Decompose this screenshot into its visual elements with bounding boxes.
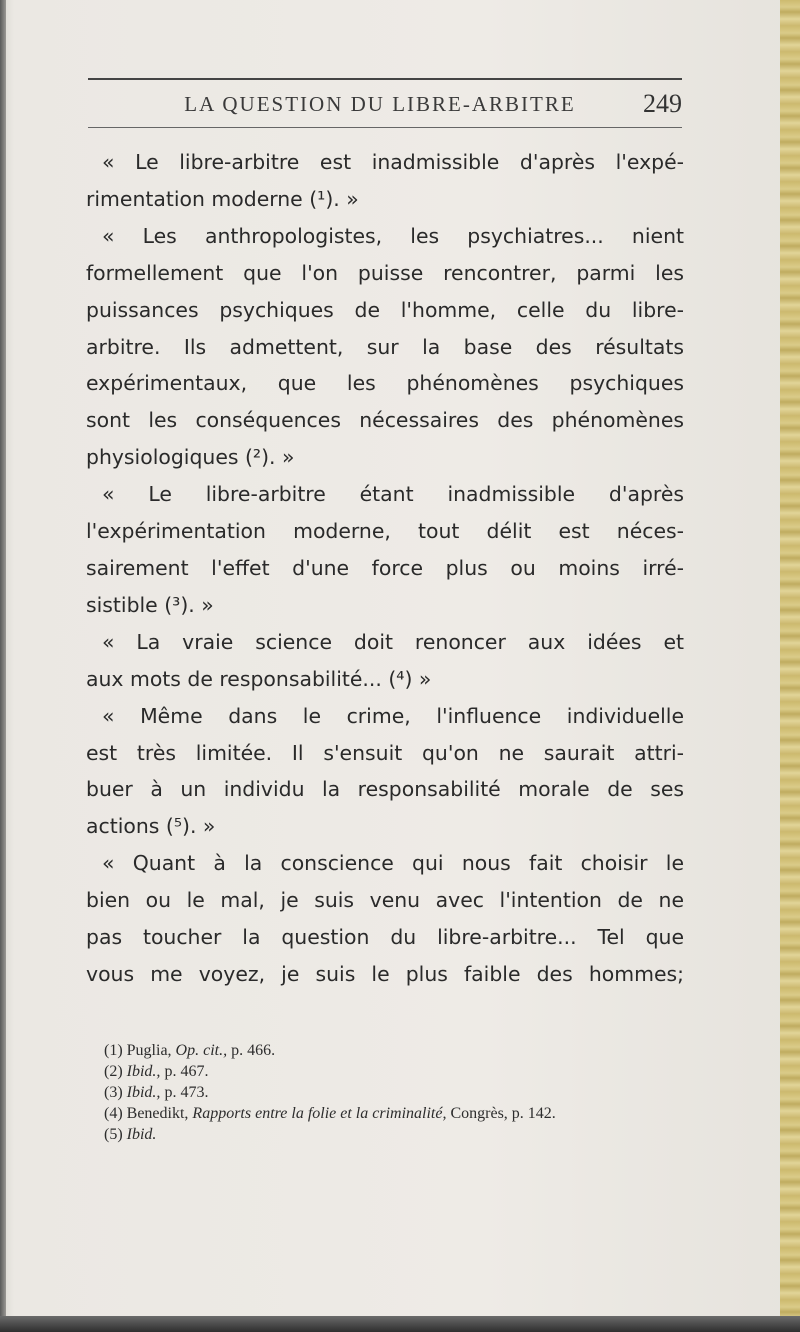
text-line: « Le libre-arbitre est inadmissible d'après l'expé- <box>102 150 684 174</box>
text-line: « Le libre-arbitre étant inadmissible d'après <box>102 482 684 507</box>
footnote-number: (5) <box>104 1126 123 1143</box>
text-line: l'expérimentation moderne, tout délit est néces- <box>86 519 684 544</box>
footnote-author: Benedikt, <box>126 1105 189 1122</box>
footnote <box>104 1061 684 1082</box>
footnote-title: Ibid. <box>126 1126 157 1143</box>
text-line: sistible (³). » <box>86 592 214 617</box>
footnote-number: (4) <box>104 1105 123 1122</box>
text-line: « Les anthropologistes, les psychiatres... nient <box>102 223 684 248</box>
body-text <box>86 144 684 993</box>
text-line: puissances psychiques de l'homme, celle du libre- <box>86 297 684 322</box>
footnote-number: (2) <box>104 1063 123 1080</box>
text-line: aux mots de responsabilité... (⁴) » <box>86 666 432 691</box>
footnote-reference: Congrès, p. 142. <box>450 1105 556 1122</box>
footnote-title: Rapports entre la folie et la criminalité, <box>192 1105 447 1122</box>
text-line: sairement l'effet d'une force plus ou moins irré- <box>86 555 684 580</box>
page-left-edge <box>0 0 6 1332</box>
text-line: « Quant à la conscience qui nous fait choisir le <box>102 851 684 876</box>
footnote <box>104 1082 684 1103</box>
footnotes <box>104 1040 684 1145</box>
text-line: pas toucher la question du libre-arbitre... Tel que <box>86 925 684 950</box>
footnote <box>104 1040 684 1061</box>
footnote-number: (3) <box>104 1084 123 1101</box>
text-line: « Même dans le crime, l'influence individuelle <box>102 703 684 728</box>
text-line: expérimentaux, que les phénomènes psychiques <box>86 371 684 396</box>
footnote-title: Op. cit., <box>175 1042 228 1059</box>
text-line: physiologiques (²). » <box>86 445 295 470</box>
text-line: bien ou le mal, je suis venu avec l'intention de ne <box>86 888 684 913</box>
page-number: 249 <box>643 89 682 118</box>
page-bottom-edge <box>0 1316 800 1332</box>
footnote-reference: p. 466. <box>231 1042 276 1059</box>
header-rule-top <box>88 78 682 80</box>
running-title: LA QUESTION DU LIBRE-ARBITRE <box>184 92 576 116</box>
footnote <box>104 1103 684 1124</box>
footnote-reference: p. 467. <box>164 1063 209 1080</box>
text-line: formellement que l'on puisse rencontrer, parmi les <box>86 260 684 285</box>
footnote-number: (1) <box>104 1042 123 1059</box>
text-line: « La vraie science doit renoncer aux idées et <box>102 629 684 654</box>
text-line: est très limitée. Il s'ensuit qu'on ne saurait attri- <box>86 740 684 765</box>
footnote-reference: p. 473. <box>164 1084 209 1101</box>
header-rule-bottom <box>88 127 682 128</box>
page-right-edge <box>780 0 800 1332</box>
footnote-author: Puglia, <box>126 1042 172 1059</box>
text-line: rimentation moderne (¹). » <box>86 186 359 211</box>
text-line: actions (⁵). » <box>86 814 216 839</box>
text-line: sont les conséquences nécessaires des phénomènes <box>86 408 684 433</box>
footnote-title: Ibid., <box>126 1084 161 1101</box>
footnote <box>104 1124 684 1145</box>
text-line: arbitre. Ils admettent, sur la base des résultats <box>86 334 684 359</box>
text-line: vous me voyez, je suis le plus faible des hommes; <box>86 961 684 986</box>
footnote-title: Ibid., <box>126 1063 161 1080</box>
text-line: buer à un individu la responsabilité morale de ses <box>86 777 684 802</box>
